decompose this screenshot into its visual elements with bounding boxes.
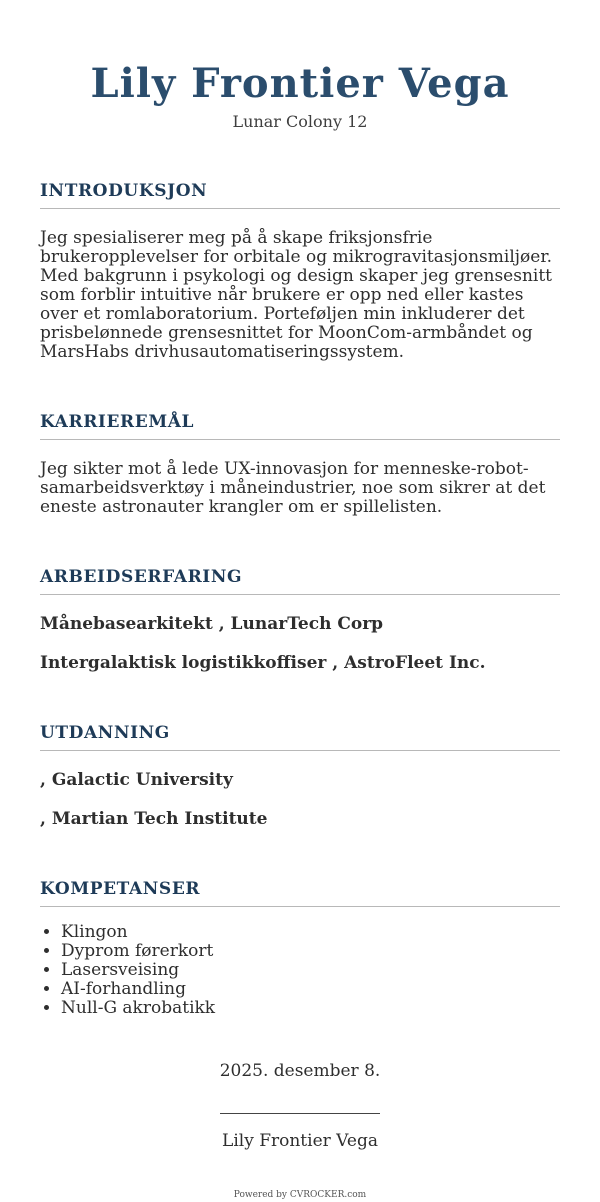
section-skills [40,881,560,1018]
section-heading-work-experience: ARBEIDSERFARING [40,569,560,595]
section-career-goal [40,414,560,517]
skill-item: • AI-forhandling [61,980,560,999]
introduction-text: Jeg spesialiserer meg på å skape friksjonsfrie brukeropplevelser for orbitale og mikrogravitasjonsmiljøer. Med bakgrunn i psykologi og design skaper jeg grensesnitt som forblir intuitive når brukere er opp ned eller kastes over et romlaboratorium. Porteføljen min inkluderer det prisbelønnede grensesnittet for MoonCom-armbåndet og MarsHabs drivhusautomatiseringssystem. [40,228,553,362]
work-experience-entry: Månebasearkitekt , LunarTech Corp [40,614,384,634]
section-heading-career-goal: KARRIEREMÅL [40,414,560,440]
skills-list [40,923,560,1018]
education-entry: , Galactic University [40,770,233,790]
section-heading-skills: KOMPETANSER [40,881,560,907]
skill-item: • Klingon [61,923,560,942]
skill-item: • Dyprom førerkort [61,942,560,961]
career-goal-text: Jeg sikter mot å lede UX-innovasjon for menneske-robot-samarbeidsverktøy i måneindustrier, noe som sikrer at det eneste astronauter krangler om er spillelisten. [40,459,546,517]
page-title: Lily Frontier Vega [90,60,510,107]
skill-item: • Null-G akrobatikk [61,999,560,1018]
work-experience-entry: Intergalaktisk logistikkoffiser , AstroFleet Inc. [40,653,486,673]
signature-name: Lily Frontier Vega [222,1131,378,1151]
section-heading-education: UTDANNING [40,725,560,751]
section-work-experience [40,569,560,673]
education-entry: , Martian Tech Institute [40,809,268,829]
skill-item: • Lasersveising [61,961,560,980]
signature-date: 2025. desember 8. [219,1061,381,1081]
section-introduction [40,183,560,362]
signature-line [220,1113,380,1114]
footer-credit: Powered by CVROCKER.com [233,1190,367,1200]
section-education [40,725,560,829]
page-subtitle: Lunar Colony 12 [232,112,368,131]
section-heading-introduction: INTRODUKSJON [40,183,560,209]
